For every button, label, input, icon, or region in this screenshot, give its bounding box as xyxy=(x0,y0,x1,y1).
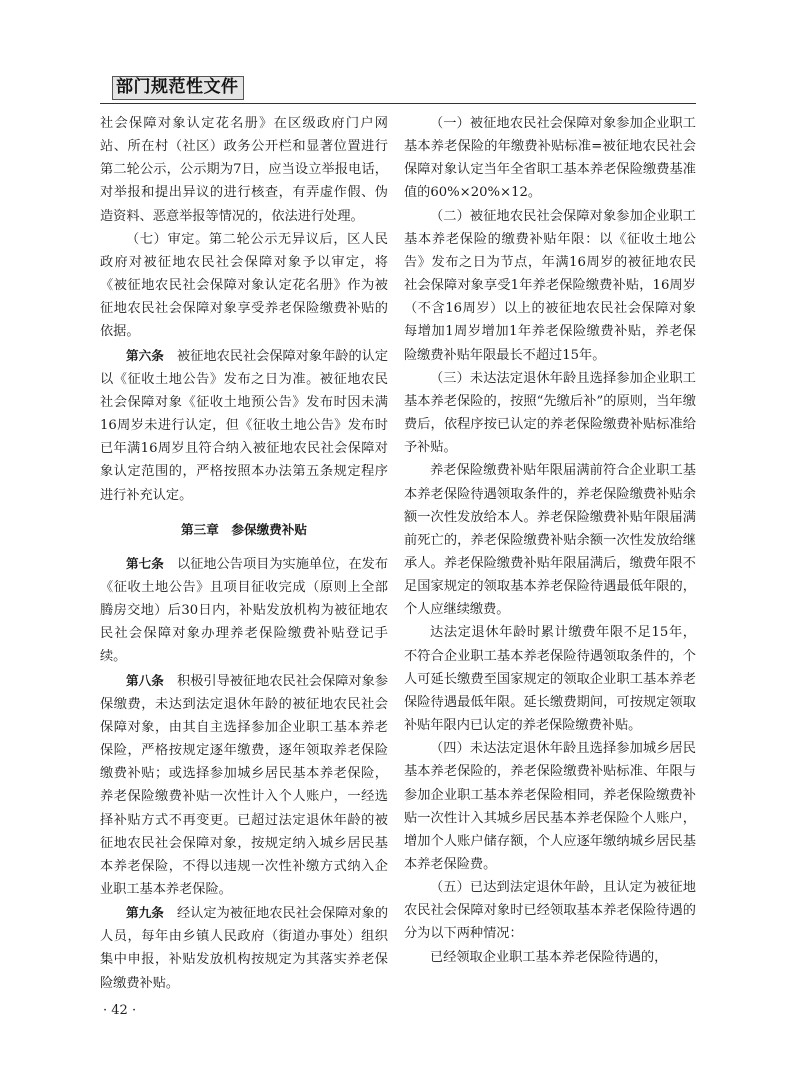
article-text: 经认定为被征地农民社会保障对象的人员，每年由乡镇人民政府（街道办事处）组织集中申报，补贴发放机构按规定为其落实养老保险缴费补贴。 xyxy=(100,906,389,991)
paragraph: （二）被征地农民社会保障对象参加企业职工基本养老保险的缴费补贴年限：以《征收土地公告》发布之日为节点，年满16周岁的被征地农民社会保障对象享受1年养老保险缴费补贴，16周岁（不含16周岁）以上的被征地农民社会保障对象每增加1周岁增加1年养老保险缴费补贴，养老保险缴费补贴年限最长不超过15年。 xyxy=(404,208,696,363)
page-number: · 42 · xyxy=(103,1003,137,1018)
article-label: 第八条 xyxy=(126,672,164,688)
paragraph: 已经领取企业职工基本养老保险待遇的， xyxy=(430,949,668,965)
article-text: 以征地公告项目为实施单位，在发布《征收土地公告》且项目征收完成（原则上全部腾房交地）后30日内，补贴发放机构为被征地农民社会保障对象办理养老保险缴费补贴登记手续。 xyxy=(100,556,389,665)
page-header-title: 部门规范性文件 xyxy=(116,77,239,97)
article-label: 第九条 xyxy=(126,905,164,921)
article-paragraph xyxy=(100,552,388,669)
paragraph: （四）未达法定退休年龄且选择参加城乡居民基本养老保险的，养老保险缴费补贴标准、年限与参加企业职工基本养老保险相同，养老保险缴费补贴一次性计入其城乡居民基本养老保险个人账户，增加个人账户储存额，个人应逐年缴纳城乡居民基本养老保险费。 xyxy=(404,741,696,872)
paragraph: （七）审定。第二轮公示无异议后，区人民政府对被征地农民社会保障对象予以审定，将《被征地农民社会保障对象认定花名册》作为被征地农民社会保障对象享受养老保险缴费补贴的依据。 xyxy=(100,231,388,340)
article-paragraph xyxy=(100,669,388,902)
article-label: 第七条 xyxy=(126,555,164,571)
article-paragraph xyxy=(100,344,388,507)
paragraph: （三）未达法定退休年龄且选择参加企业职工基本养老保险的，按照“先缴后补”的原则，当年缴费后，依程序按已认定的养老保险缴费补贴标准给予补贴。 xyxy=(404,370,696,456)
article-label: 第六条 xyxy=(126,347,164,363)
article-paragraph xyxy=(100,901,388,995)
paragraph: 达法定退休年龄时累计缴费年限不足15年，不符合企业职工基本养老保险待遇领取条件的，个人可延长缴费至国家规定的领取企业职工基本养老保险待遇最低年限。延长缴费期间，可按规定领取补贴年限内已认定的养老保险缴费补贴。 xyxy=(404,625,696,734)
chapter-heading: 第三章 参保缴费补贴 xyxy=(181,521,307,537)
right-column xyxy=(404,112,696,969)
article-text: 被征地农民社会保障对象年龄的认定以《征收土地公告》发布之日为准。被征地农民社会保障对象《征收土地预公告》发布时因未满16周岁未进行认定，但《征收土地公告》发布时已年满16周岁且符合纳入被征地农民社会保障对象认定范围的，严格按照本办法第五条规定程序进行补充认定。 xyxy=(100,348,389,503)
paragraph: 养老保险缴费补贴年限届满前符合企业职工基本养老保险待遇领取条件的，养老保险缴费补贴余额一次性发放给本人。养老保险缴费补贴年限届满前死亡的，养老保险缴费补贴余额一次性发放给继承人。养老保险缴费补贴年限届满后，缴费年限不足国家规定的领取基本养老保险待遇最低年限的，个人应继续缴费。 xyxy=(404,463,696,618)
header-divider xyxy=(100,103,696,104)
left-column xyxy=(100,112,388,995)
continued-paragraph: 社会保障对象认定花名册》在区级政府门户网站、所在村（社区）政务公开栏和显著位置进行第二轮公示，公示期为7日，应当设立举报电话，对举报和提出异议的进行核查，有弄虚作假、伪造资料、恶意举报等情况的，依法进行处理。 xyxy=(100,116,388,224)
article-text: 积极引导被征地农民社会保障对象参保缴费，未达到法定退休年龄的被征地农民社会保障对象，由其自主选择参加企业职工基本养老保险，严格按规定逐年缴费，逐年领取养老保险缴费补贴；或选择参加城乡居民基本养老保险，养老保险缴费补贴一次性计入个人账户，一经选择补贴方式不再变更。已超过法定退休年龄的被征地农民社会保障对象，按规定纳入城乡居民基本养老保险，不得以违规一次性补缴方式纳入企业职工基本养老保险。 xyxy=(100,673,389,897)
paragraph: （五）已达到法定退休年龄，且认定为被征地农民社会保障对象时已经领取基本养老保险待遇的分为以下两种情况： xyxy=(404,880,696,942)
paragraph: （一）被征地农民社会保障对象参加企业职工基本养老保险的年缴费补贴标准=被征地农民社会保障对象认定当年全省职工基本养老保险缴费基准值的60%×20%×12。 xyxy=(404,116,696,201)
